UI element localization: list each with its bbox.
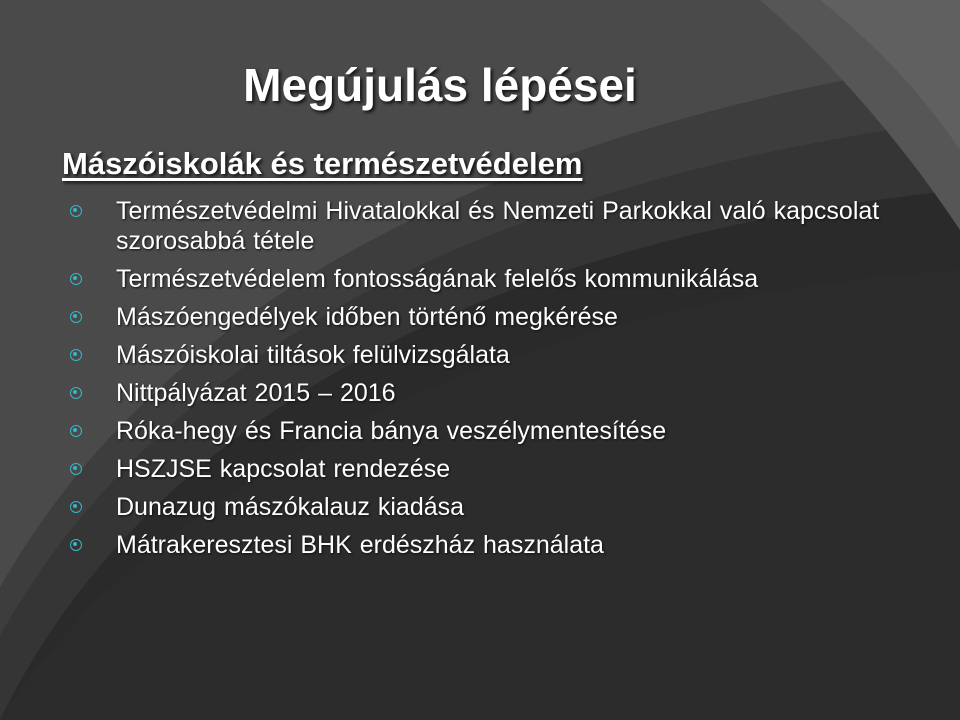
- bullet-text: Róka-hegy és Francia bánya veszélymentesítése: [116, 417, 667, 445]
- slide-title: Megújulás lépései: [243, 59, 637, 111]
- circle-dot-icon: [70, 273, 82, 285]
- bullet-item: [64, 530, 894, 560]
- bullet-text: Mátrakeresztesi BHK erdészház használata: [116, 531, 604, 559]
- bullet-item: [64, 492, 894, 522]
- bullet-item: [64, 454, 894, 484]
- circle-dot-icon: [70, 205, 82, 217]
- circle-dot-icon: [70, 463, 82, 475]
- bullet-text: Mászóengedélyek időben történő megkérése: [116, 303, 618, 331]
- bullet-text: Természetvédelem fontosságának felelős kommunikálása: [116, 265, 759, 293]
- bullet-text: HSZJSE kapcsolat rendezése: [116, 455, 451, 483]
- circle-dot-icon: [70, 539, 82, 551]
- circle-dot-icon: [70, 501, 82, 513]
- circle-dot-icon: [70, 311, 82, 323]
- bullet-list: [64, 196, 894, 568]
- bullet-text: Nittpályázat 2015 – 2016: [116, 379, 396, 407]
- circle-dot-icon: [70, 349, 82, 361]
- circle-dot-icon: [70, 425, 82, 437]
- section-heading: Mászóiskolák és természetvédelem: [62, 146, 583, 181]
- bullet-item: [64, 378, 894, 408]
- bullet-text: Mászóiskolai tiltások felülvizsgálata: [116, 341, 510, 369]
- bullet-item: [64, 340, 894, 370]
- bullet-item: [64, 302, 894, 332]
- bullet-item: [64, 416, 894, 446]
- bullet-text: Dunazug mászókalauz kiadása: [116, 493, 465, 521]
- bullet-item: [64, 196, 894, 256]
- bullet-text: Természetvédelmi Hivatalokkal és Nemzeti Parkokkal való kapcsolat szorosabbá tétele: [116, 197, 880, 255]
- circle-dot-icon: [70, 387, 82, 399]
- bullet-item: [64, 264, 894, 294]
